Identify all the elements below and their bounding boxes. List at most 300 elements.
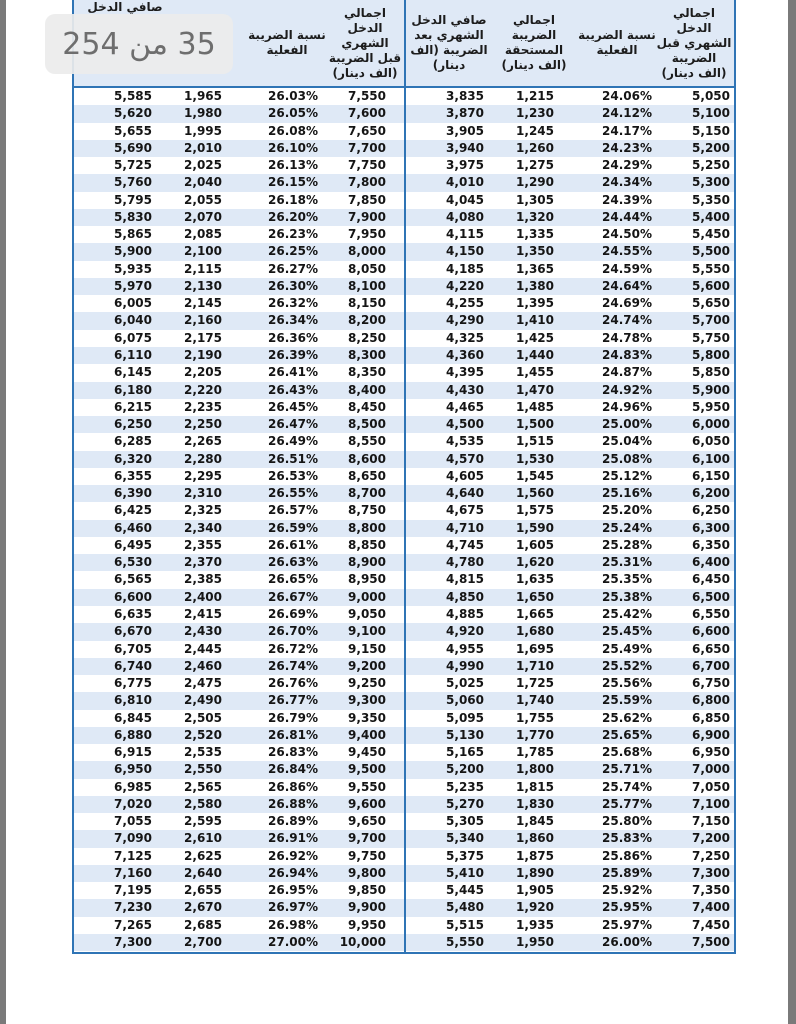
cell-total-tax-right: 1,290 [516, 175, 554, 190]
cell-gross-income-left: 7,800 [348, 175, 386, 190]
cell-tax-left: 2,115 [184, 261, 222, 276]
cell-effective-rate-right: 24.87% [602, 365, 652, 380]
cell-net-income-left: 7,300 [114, 935, 152, 950]
cell-gross-income-right: 7,150 [692, 814, 730, 829]
cell-tax-left: 2,265 [184, 434, 222, 449]
cell-gross-income-left: 9,250 [348, 676, 386, 691]
cell-net-income-left: 6,740 [114, 658, 152, 673]
cell-effective-rate-right: 25.31% [602, 555, 652, 570]
cell-effective-rate-right: 24.23% [602, 140, 652, 155]
cell-gross-income-left: 10,000 [339, 935, 386, 950]
cell-tax-left: 1,995 [184, 123, 222, 138]
cell-gross-income-right: 5,750 [692, 330, 730, 345]
cell-effective-rate-left: 26.72% [268, 641, 318, 656]
cell-effective-rate-right: 24.34% [602, 175, 652, 190]
cell-net-income-left: 6,110 [114, 347, 152, 362]
cell-net-income-left: 6,285 [114, 434, 152, 449]
cell-total-tax-right: 1,380 [516, 278, 554, 293]
cell-gross-income-right: 6,250 [692, 503, 730, 518]
cell-effective-rate-right: 25.62% [602, 710, 652, 725]
cell-net-income-right: 4,535 [446, 434, 484, 449]
cell-tax-left: 2,700 [184, 935, 222, 950]
cell-net-income-left: 7,230 [114, 900, 152, 915]
cell-net-income-right: 5,095 [446, 710, 484, 725]
cell-effective-rate-right: 25.59% [602, 693, 652, 708]
cell-net-income-left: 6,005 [114, 296, 152, 311]
cell-tax-left: 2,325 [184, 503, 222, 518]
cell-net-income-right: 4,990 [446, 658, 484, 673]
cell-tax-left: 2,310 [184, 486, 222, 501]
cell-gross-income-right: 7,100 [692, 796, 730, 811]
cell-gross-income-right: 6,850 [692, 710, 730, 725]
cell-gross-income-left: 7,950 [348, 227, 386, 242]
cell-effective-rate-right: 25.74% [602, 779, 652, 794]
cell-net-income-left: 7,020 [114, 796, 152, 811]
cell-effective-rate-left: 26.83% [268, 745, 318, 760]
cell-effective-rate-right: 25.08% [602, 451, 652, 466]
cell-net-income-left: 6,075 [114, 330, 152, 345]
cell-total-tax-right: 1,710 [516, 658, 554, 673]
cell-gross-income-right: 6,100 [692, 451, 730, 466]
cell-total-tax-right: 1,635 [516, 572, 554, 587]
cell-tax-left: 2,610 [184, 831, 222, 846]
cell-gross-income-right: 6,600 [692, 624, 730, 639]
cell-tax-left: 2,535 [184, 745, 222, 760]
cell-effective-rate-right: 25.28% [602, 537, 652, 552]
cell-total-tax-right: 1,365 [516, 261, 554, 276]
cell-gross-income-left: 7,850 [348, 192, 386, 207]
cell-total-tax-right: 1,860 [516, 831, 554, 846]
cell-net-income-left: 5,865 [114, 227, 152, 242]
header-total-tax-right: اجمالي الضريبة المستحقة (الف دينار) [501, 13, 567, 72]
cell-net-income-left: 6,985 [114, 779, 152, 794]
cell-effective-rate-left: 26.15% [268, 175, 318, 190]
cell-effective-rate-right: 25.45% [602, 624, 652, 639]
cell-total-tax-right: 1,590 [516, 520, 554, 535]
cell-net-income-right: 4,465 [446, 399, 484, 414]
cell-tax-left: 2,640 [184, 865, 222, 880]
document-page [6, 0, 788, 1024]
cell-effective-rate-right: 25.65% [602, 727, 652, 742]
cell-tax-left: 2,475 [184, 676, 222, 691]
cell-effective-rate-right: 24.12% [602, 106, 652, 121]
cell-tax-left: 2,370 [184, 555, 222, 570]
cell-effective-rate-right: 24.96% [602, 399, 652, 414]
cell-effective-rate-right: 25.12% [602, 468, 652, 483]
cell-effective-rate-left: 26.23% [268, 227, 318, 242]
cell-effective-rate-left: 26.10% [268, 140, 318, 155]
cell-total-tax-right: 1,455 [516, 365, 554, 380]
cell-gross-income-right: 7,050 [692, 779, 730, 794]
cell-effective-rate-left: 26.39% [268, 347, 318, 362]
cell-effective-rate-left: 26.51% [268, 451, 318, 466]
cell-gross-income-left: 8,850 [348, 537, 386, 552]
cell-total-tax-right: 1,410 [516, 313, 554, 328]
cell-total-tax-right: 1,425 [516, 330, 554, 345]
cell-total-tax-right: 1,515 [516, 434, 554, 449]
cell-net-income-right: 4,570 [446, 451, 484, 466]
cell-net-income-left: 6,705 [114, 641, 152, 656]
cell-gross-income-left: 9,050 [348, 606, 386, 621]
cell-gross-income-right: 6,350 [692, 537, 730, 552]
cell-gross-income-left: 8,250 [348, 330, 386, 345]
cell-gross-income-right: 5,850 [692, 365, 730, 380]
cell-gross-income-left: 9,750 [348, 848, 386, 863]
cell-effective-rate-right: 25.86% [602, 848, 652, 863]
cell-effective-rate-right: 24.92% [602, 382, 652, 397]
cell-tax-left: 2,190 [184, 347, 222, 362]
cell-tax-left: 2,130 [184, 278, 222, 293]
cell-gross-income-left: 9,100 [348, 624, 386, 639]
cell-effective-rate-left: 26.03% [268, 89, 318, 103]
cell-effective-rate-left: 26.55% [268, 486, 318, 501]
cell-gross-income-left: 9,150 [348, 641, 386, 656]
cell-total-tax-right: 1,500 [516, 417, 554, 432]
cell-tax-left: 2,400 [184, 589, 222, 604]
cell-total-tax-right: 1,665 [516, 606, 554, 621]
cell-net-income-left: 5,585 [114, 89, 152, 103]
cell-gross-income-right: 7,450 [692, 917, 730, 932]
cell-net-income-right: 4,710 [446, 520, 484, 535]
page-indicator: 35 من 254 [45, 14, 233, 74]
cell-tax-left: 2,460 [184, 658, 222, 673]
cell-net-income-right: 4,605 [446, 468, 484, 483]
cell-gross-income-right: 5,250 [692, 158, 730, 173]
cell-effective-rate-right: 24.06% [602, 89, 652, 103]
cell-gross-income-left: 9,600 [348, 796, 386, 811]
cell-gross-income-left: 9,500 [348, 762, 386, 777]
cell-net-income-right: 5,165 [446, 745, 484, 760]
cell-effective-rate-right: 24.64% [602, 278, 652, 293]
cell-effective-rate-left: 26.79% [268, 710, 318, 725]
cell-effective-rate-right: 24.74% [602, 313, 652, 328]
cell-gross-income-right: 5,600 [692, 278, 730, 293]
cell-gross-income-left: 9,350 [348, 710, 386, 725]
cell-net-income-left: 6,600 [114, 589, 152, 604]
cell-gross-income-left: 7,700 [348, 140, 386, 155]
cell-gross-income-right: 6,450 [692, 572, 730, 587]
cell-gross-income-left: 8,350 [348, 365, 386, 380]
header-effective-rate-right: نسبة الضريبة الفعلية [578, 28, 656, 57]
cell-gross-income-right: 5,450 [692, 227, 730, 242]
cell-effective-rate-left: 26.18% [268, 192, 318, 207]
cell-net-income-left: 5,795 [114, 192, 152, 207]
cell-effective-rate-right: 25.52% [602, 658, 652, 673]
cell-effective-rate-left: 26.97% [268, 900, 318, 915]
cell-total-tax-right: 1,530 [516, 451, 554, 466]
cell-effective-rate-left: 26.45% [268, 399, 318, 414]
cell-effective-rate-right: 25.77% [602, 796, 652, 811]
cell-net-income-left: 6,810 [114, 693, 152, 708]
cell-net-income-right: 4,500 [446, 417, 484, 432]
cell-gross-income-right: 6,150 [692, 468, 730, 483]
cell-net-income-right: 5,375 [446, 848, 484, 863]
cell-total-tax-right: 1,545 [516, 468, 554, 483]
cell-effective-rate-left: 26.59% [268, 520, 318, 535]
cell-net-income-right: 5,130 [446, 727, 484, 742]
cell-net-income-left: 6,915 [114, 745, 152, 760]
cell-effective-rate-left: 26.53% [268, 468, 318, 483]
cell-total-tax-right: 1,770 [516, 727, 554, 742]
cell-effective-rate-left: 26.08% [268, 123, 318, 138]
cell-effective-rate-left: 26.20% [268, 209, 318, 224]
cell-gross-income-right: 6,750 [692, 676, 730, 691]
cell-total-tax-right: 1,740 [516, 693, 554, 708]
cell-effective-rate-right: 25.24% [602, 520, 652, 535]
cell-tax-left: 2,430 [184, 624, 222, 639]
cell-effective-rate-left: 26.86% [268, 779, 318, 794]
cell-tax-left: 2,520 [184, 727, 222, 742]
cell-net-income-right: 4,745 [446, 537, 484, 552]
cell-total-tax-right: 1,800 [516, 762, 554, 777]
cell-gross-income-right: 5,300 [692, 175, 730, 190]
cell-effective-rate-left: 26.84% [268, 762, 318, 777]
cell-tax-left: 2,490 [184, 693, 222, 708]
cell-total-tax-right: 1,260 [516, 140, 554, 155]
cell-tax-left: 2,505 [184, 710, 222, 725]
cell-gross-income-right: 6,550 [692, 606, 730, 621]
cell-effective-rate-left: 26.92% [268, 848, 318, 863]
cell-gross-income-right: 7,350 [692, 883, 730, 898]
cell-total-tax-right: 1,815 [516, 779, 554, 794]
cell-net-income-right: 4,675 [446, 503, 484, 518]
cell-net-income-left: 5,900 [114, 244, 152, 259]
cell-net-income-right: 5,305 [446, 814, 484, 829]
cell-net-income-right: 4,955 [446, 641, 484, 656]
cell-effective-rate-right: 25.83% [602, 831, 652, 846]
cell-effective-rate-right: 24.83% [602, 347, 652, 362]
cell-total-tax-right: 1,905 [516, 883, 554, 898]
cell-net-income-right: 4,920 [446, 624, 484, 639]
cell-net-income-left: 5,830 [114, 209, 152, 224]
cell-effective-rate-left: 26.65% [268, 572, 318, 587]
cell-effective-rate-left: 26.13% [268, 158, 318, 173]
cell-net-income-right: 4,080 [446, 209, 484, 224]
cell-net-income-right: 4,430 [446, 382, 484, 397]
cell-effective-rate-right: 25.80% [602, 814, 652, 829]
cell-tax-left: 2,040 [184, 175, 222, 190]
cell-gross-income-left: 8,700 [348, 486, 386, 501]
cell-total-tax-right: 1,335 [516, 227, 554, 242]
cell-net-income-left: 6,180 [114, 382, 152, 397]
cell-net-income-right: 4,290 [446, 313, 484, 328]
cell-gross-income-left: 9,900 [348, 900, 386, 915]
cell-tax-left: 2,670 [184, 900, 222, 915]
cell-tax-left: 2,595 [184, 814, 222, 829]
cell-gross-income-right: 5,350 [692, 192, 730, 207]
cell-total-tax-right: 1,875 [516, 848, 554, 863]
cell-effective-rate-right: 25.68% [602, 745, 652, 760]
cell-tax-left: 2,025 [184, 158, 222, 173]
cell-tax-left: 2,550 [184, 762, 222, 777]
cell-total-tax-right: 1,680 [516, 624, 554, 639]
cell-effective-rate-right: 25.38% [602, 589, 652, 604]
cell-gross-income-right: 7,000 [692, 762, 730, 777]
cell-net-income-left: 5,620 [114, 106, 152, 121]
cell-effective-rate-left: 26.76% [268, 676, 318, 691]
cell-effective-rate-right: 24.78% [602, 330, 652, 345]
cell-gross-income-left: 8,300 [348, 347, 386, 362]
cell-gross-income-left: 9,400 [348, 727, 386, 742]
cell-net-income-right: 3,905 [446, 123, 484, 138]
cell-net-income-right: 5,340 [446, 831, 484, 846]
cell-effective-rate-left: 26.47% [268, 417, 318, 432]
cell-net-income-left: 6,250 [114, 417, 152, 432]
cell-net-income-right: 5,515 [446, 917, 484, 932]
cell-tax-left: 2,625 [184, 848, 222, 863]
cell-gross-income-right: 6,050 [692, 434, 730, 449]
cell-effective-rate-right: 25.95% [602, 900, 652, 915]
cell-effective-rate-left: 26.94% [268, 865, 318, 880]
cell-gross-income-right: 6,000 [692, 417, 730, 432]
cell-tax-left: 2,145 [184, 296, 222, 311]
cell-effective-rate-right: 25.42% [602, 606, 652, 621]
cell-tax-left: 2,655 [184, 883, 222, 898]
cell-effective-rate-left: 26.98% [268, 917, 318, 932]
cell-effective-rate-left: 26.25% [268, 244, 318, 259]
cell-gross-income-right: 6,900 [692, 727, 730, 742]
cell-gross-income-right: 6,500 [692, 589, 730, 604]
cell-gross-income-left: 8,950 [348, 572, 386, 587]
cell-tax-left: 1,980 [184, 106, 222, 121]
cell-total-tax-right: 1,350 [516, 244, 554, 259]
cell-tax-left: 2,565 [184, 779, 222, 794]
cell-effective-rate-left: 26.27% [268, 261, 318, 276]
cell-gross-income-left: 8,400 [348, 382, 386, 397]
cell-gross-income-right: 5,800 [692, 347, 730, 362]
cell-tax-left: 2,445 [184, 641, 222, 656]
cell-total-tax-right: 1,440 [516, 347, 554, 362]
cell-total-tax-right: 1,230 [516, 106, 554, 121]
cell-total-tax-right: 1,695 [516, 641, 554, 656]
cell-net-income-right: 4,185 [446, 261, 484, 276]
cell-total-tax-right: 1,305 [516, 192, 554, 207]
header-net-income-left: صافي الدخل [87, 0, 163, 14]
cell-effective-rate-right: 25.35% [602, 572, 652, 587]
cell-net-income-left: 6,390 [114, 486, 152, 501]
cell-net-income-left: 6,880 [114, 727, 152, 742]
cell-net-income-left: 6,355 [114, 468, 152, 483]
cell-net-income-left: 5,935 [114, 261, 152, 276]
cell-gross-income-right: 6,700 [692, 658, 730, 673]
cell-gross-income-right: 7,400 [692, 900, 730, 915]
cell-tax-left: 2,580 [184, 796, 222, 811]
cell-effective-rate-left: 26.32% [268, 296, 318, 311]
cell-tax-left: 2,355 [184, 537, 222, 552]
cell-total-tax-right: 1,395 [516, 296, 554, 311]
cell-net-income-left: 6,950 [114, 762, 152, 777]
cell-effective-rate-left: 26.61% [268, 537, 318, 552]
cell-effective-rate-right: 24.55% [602, 244, 652, 259]
cell-effective-rate-right: 25.92% [602, 883, 652, 898]
cell-effective-rate-left: 26.05% [268, 106, 318, 121]
header-effective-rate-left: نسبة الضريبة الفعلية [248, 28, 326, 57]
cell-effective-rate-left: 26.69% [268, 606, 318, 621]
cell-net-income-left: 7,195 [114, 883, 152, 898]
cell-net-income-left: 5,760 [114, 175, 152, 190]
cell-tax-left: 2,070 [184, 209, 222, 224]
cell-gross-income-left: 9,300 [348, 693, 386, 708]
cell-effective-rate-left: 26.49% [268, 434, 318, 449]
cell-net-income-left: 5,655 [114, 123, 152, 138]
cell-total-tax-right: 1,950 [516, 935, 554, 950]
cell-total-tax-right: 1,560 [516, 486, 554, 501]
cell-net-income-right: 4,850 [446, 589, 484, 604]
cell-gross-income-left: 9,450 [348, 745, 386, 760]
cell-effective-rate-right: 25.56% [602, 676, 652, 691]
cell-net-income-left: 6,845 [114, 710, 152, 725]
cell-tax-left: 2,055 [184, 192, 222, 207]
cell-total-tax-right: 1,620 [516, 555, 554, 570]
cell-gross-income-right: 5,900 [692, 382, 730, 397]
cell-effective-rate-right: 24.69% [602, 296, 652, 311]
cell-net-income-left: 6,215 [114, 399, 152, 414]
cell-net-income-right: 5,060 [446, 693, 484, 708]
cell-effective-rate-left: 26.91% [268, 831, 318, 846]
cell-net-income-right: 5,200 [446, 762, 484, 777]
cell-total-tax-right: 1,755 [516, 710, 554, 725]
cell-effective-rate-left: 27.00% [268, 935, 318, 950]
cell-net-income-right: 5,235 [446, 779, 484, 794]
cell-tax-left: 2,160 [184, 313, 222, 328]
cell-net-income-right: 4,395 [446, 365, 484, 380]
cell-net-income-right: 4,325 [446, 330, 484, 345]
cell-net-income-left: 6,320 [114, 451, 152, 466]
cell-effective-rate-right: 25.71% [602, 762, 652, 777]
cell-gross-income-right: 7,200 [692, 831, 730, 846]
cell-effective-rate-right: 24.29% [602, 158, 652, 173]
cell-effective-rate-right: 25.20% [602, 503, 652, 518]
cell-total-tax-right: 1,650 [516, 589, 554, 604]
cell-tax-left: 2,685 [184, 917, 222, 932]
cell-net-income-right: 5,270 [446, 796, 484, 811]
cell-effective-rate-right: 25.00% [602, 417, 652, 432]
cell-net-income-right: 4,885 [446, 606, 484, 621]
cell-net-income-right: 5,480 [446, 900, 484, 915]
cell-gross-income-left: 9,650 [348, 814, 386, 829]
cell-total-tax-right: 1,575 [516, 503, 554, 518]
cell-gross-income-left: 8,000 [348, 244, 386, 259]
cell-net-income-right: 4,360 [446, 347, 484, 362]
cell-total-tax-right: 1,470 [516, 382, 554, 397]
cell-gross-income-left: 9,800 [348, 865, 386, 880]
tax-table [72, 0, 736, 954]
cell-effective-rate-right: 24.44% [602, 209, 652, 224]
cell-tax-left: 2,385 [184, 572, 222, 587]
cell-gross-income-right: 7,250 [692, 848, 730, 863]
cell-net-income-right: 4,150 [446, 244, 484, 259]
cell-gross-income-left: 8,450 [348, 399, 386, 414]
header-gross-income-right: اجمالي الدخل الشهري قبل الضريبة (الف دينار) [656, 5, 732, 80]
cell-gross-income-left: 8,550 [348, 434, 386, 449]
cell-total-tax-right: 1,485 [516, 399, 554, 414]
cell-net-income-right: 4,815 [446, 572, 484, 587]
cell-effective-rate-right: 24.59% [602, 261, 652, 276]
cell-net-income-right: 3,975 [446, 158, 484, 173]
cell-gross-income-left: 9,550 [348, 779, 386, 794]
cell-gross-income-left: 8,600 [348, 451, 386, 466]
cell-total-tax-right: 1,935 [516, 917, 554, 932]
cell-net-income-right: 4,010 [446, 175, 484, 190]
cell-effective-rate-right: 25.04% [602, 434, 652, 449]
cell-tax-left: 2,295 [184, 468, 222, 483]
cell-effective-rate-right: 25.49% [602, 641, 652, 656]
cell-total-tax-right: 1,320 [516, 209, 554, 224]
cell-total-tax-right: 1,725 [516, 676, 554, 691]
cell-total-tax-right: 1,605 [516, 537, 554, 552]
cell-gross-income-right: 5,550 [692, 261, 730, 276]
cell-tax-left: 2,250 [184, 417, 222, 432]
